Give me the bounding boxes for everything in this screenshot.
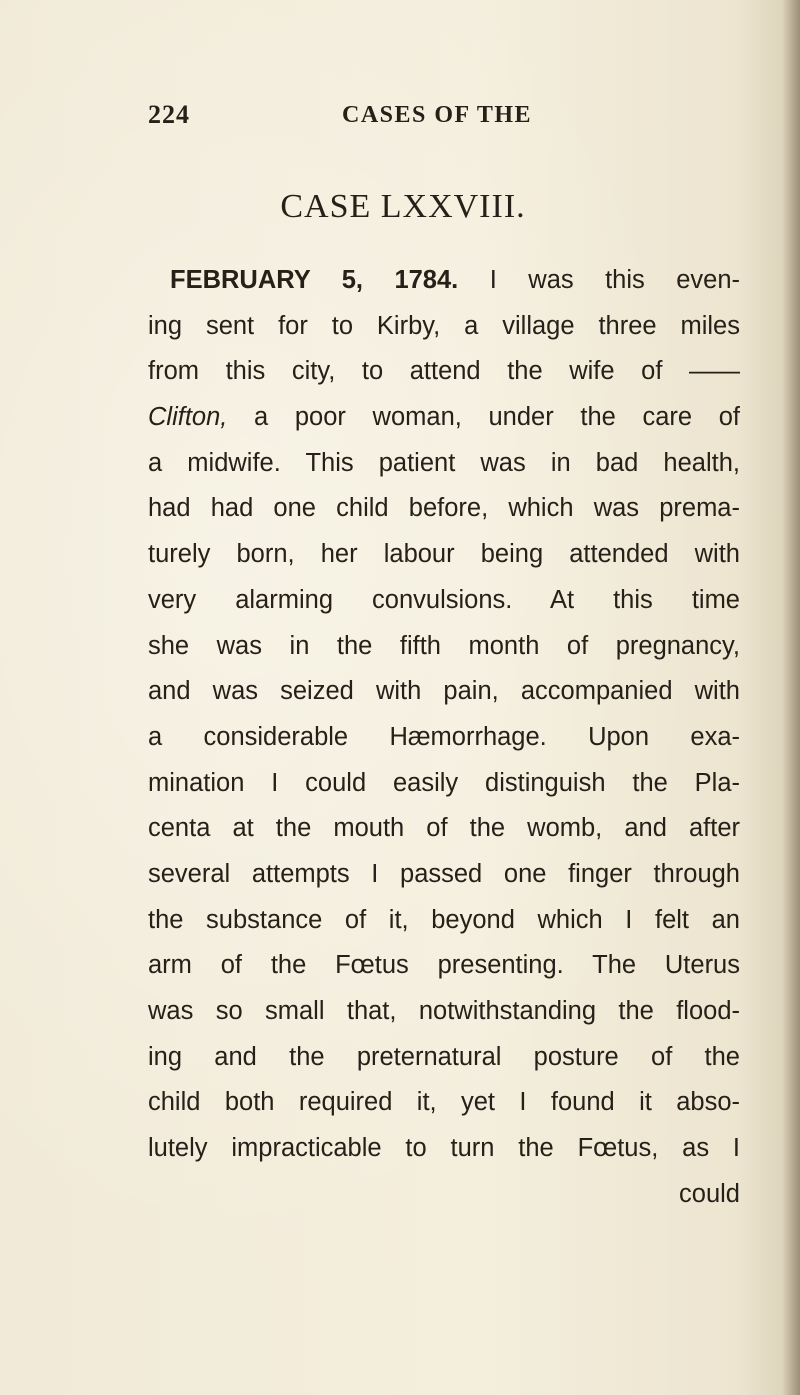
text-line: she was in the fifth month of pregnancy, xyxy=(148,631,740,660)
text-line: arm of the Fœtus presenting. The Uterus xyxy=(148,951,740,980)
text-line: a considerable Hæmorrhage. Upon exa- xyxy=(148,722,740,751)
surname-clifton: Clifton, xyxy=(148,403,228,432)
text-line: child both required it, yet I found it abso- xyxy=(148,1088,740,1117)
text-line: several attempts I passed one finger through xyxy=(148,859,740,888)
date-lead: FEBRUARY 5, 1784. xyxy=(170,266,459,294)
text-line xyxy=(148,395,740,441)
text-line: was so small that, notwithstanding the flood- xyxy=(148,997,740,1025)
case-title: CASE LXXVIII. xyxy=(280,188,526,225)
page-number: 224 xyxy=(148,100,190,129)
text-line: very alarming convulsions. At this time xyxy=(148,585,740,614)
page-header xyxy=(148,100,748,140)
text-line: ing sent for to Kirby, a village three miles xyxy=(148,311,740,340)
text-line: turely born, her labour being attended with xyxy=(148,540,740,569)
text-line: centa at the mouth of the womb, and after xyxy=(148,814,740,843)
catchword: could xyxy=(679,1179,740,1208)
text-line: and was seized with pain, accompanied with xyxy=(148,677,740,706)
text-line-segment: I was this even- xyxy=(489,266,741,294)
text-line-segment: a poor woman, under the care of xyxy=(254,403,740,432)
text-line: ing and the preternatural posture of the xyxy=(148,1042,740,1071)
text-line: lutely impracticable to turn the Fœtus, as I xyxy=(148,1134,740,1163)
text-line: mination I could easily distinguish the Pla- xyxy=(148,768,740,797)
text-line xyxy=(148,258,740,304)
text-line: from this city, to attend the wife of —— xyxy=(148,357,740,386)
text-line: had had one child before, which was prema- xyxy=(148,494,740,523)
case-body-paragraph xyxy=(148,258,740,1217)
running-head: CASES OF THE xyxy=(342,102,533,128)
text-line: a midwife. This patient was in bad health, xyxy=(148,448,740,477)
text-line: the substance of it, beyond which I felt an xyxy=(148,905,740,934)
